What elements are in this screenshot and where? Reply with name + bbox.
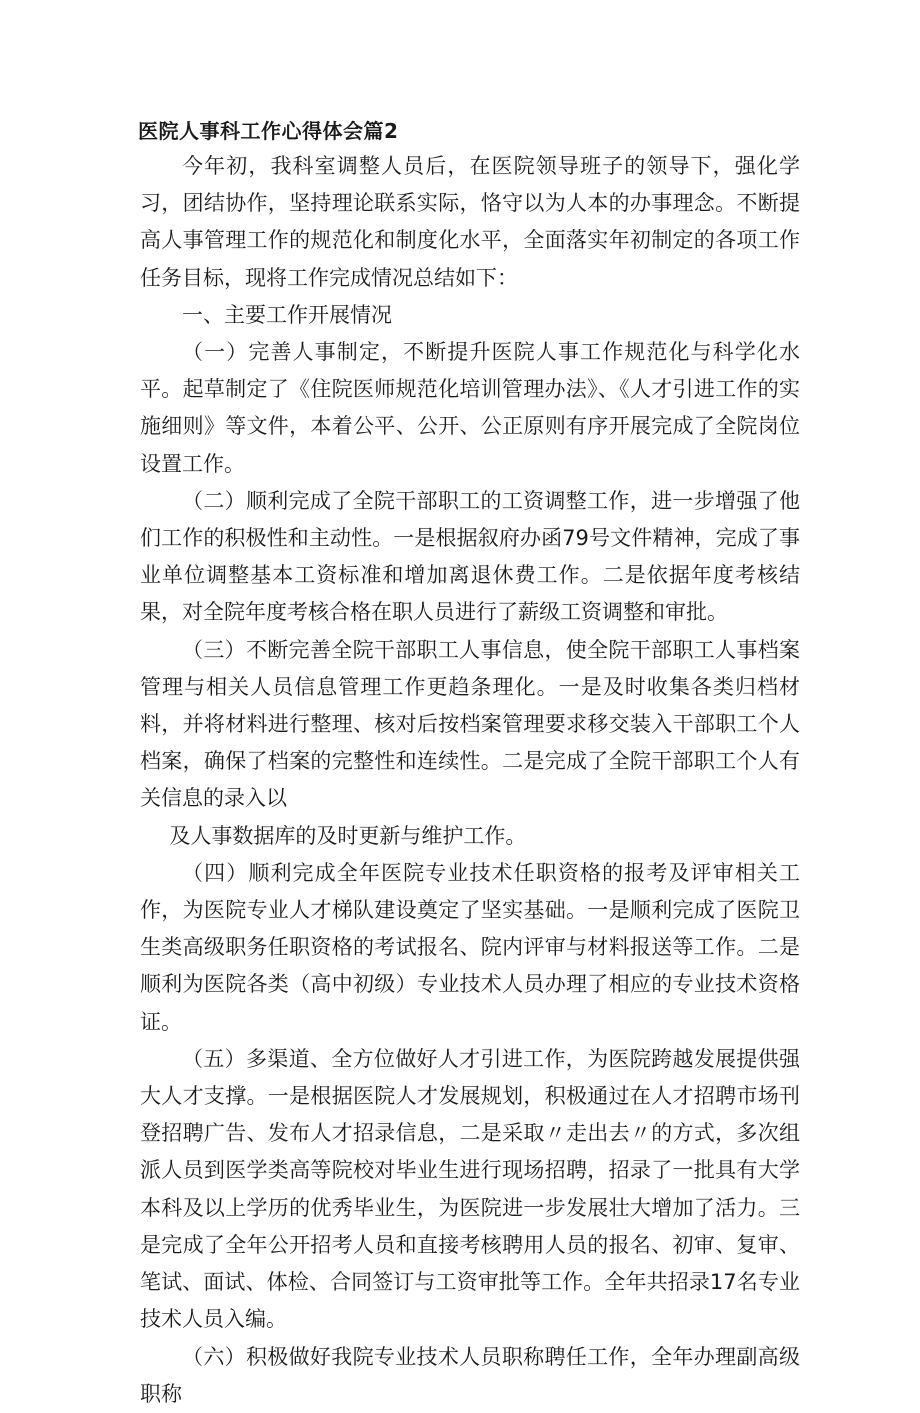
section-heading: 一、主要工作开展情况 <box>182 302 392 327</box>
paragraph-item-2: （二）顺利完成了全院干部职工的工资调整工作，进一步增强了他们工作的积极性和主动性。一是根据叙府办函79号文件精神，完成了事业单位调整基本工资标准和增加离退休费工作。二是依据年度考核结果，对全院年度考核合格在职人员进行了薪级工资调整和审批。 <box>140 488 800 625</box>
paragraph-item-3: （三）不断完善全院干部职工人事信息，使全院干部职工人事档案管理与相关人员信息管理工作更趋条理化。一是及时收集各类归档材料，并将材料进行整理、核对后按档案管理要求移交装入干部职工个人档案，确保了档案的完整性和连续性。二是完成了全院干部职工个人有关信息的录入以 <box>140 637 800 811</box>
paragraph-item-5: （五）多渠道、全方位做好人才引进工作，为医院跨越发展提供强大人才支撑。一是根据医院人才发展规划，积极通过在人才招聘市场刊登招聘广告、发布人才招录信息，二是采取〃走出去〃的方式，多次组派人员到医学类高等院校对毕业生进行现场招聘，招录了一批具有大学本科及以上学历的优秀毕业生，为医院进一步发展壮大增加了活力。三是完成了全年公开招考人员和直接考核聘用人员的报名、初审、复审、笔试、面试、体检、合同签订与工资审批等工作。全年共招录17名专业技术人员入编。 <box>140 1046 800 1332</box>
document-title: 医院人事科工作心得体会篇2 <box>138 119 399 143</box>
paragraph-item-3-continued: 及人事数据库的及时更新与维护工作。 <box>169 823 527 848</box>
paragraph-item-1: （一）完善人事制定，不断提升医院人事工作规范化与科学化水平。起草制定了《住院医师规范化培训管理办法》、《人才引进工作的实施细则》等文件，本着公平、公开、公正原则有序开展完成了全院岗位设置工作。 <box>140 340 800 476</box>
paragraph-intro: 今年初，我科室调整人员后，在医院领导班子的领导下，强化学习，团结协作，坚持理论联系实际，恪守以为人本的办事理念。不断提高人事管理工作的规范化和制度化水平，全面落实年初制定的各项工作任务目标，现将工作完成情况总结如下： <box>140 154 800 290</box>
document-body <box>140 148 800 1413</box>
paragraph-item-4: （四）顺利完成全年医院专业技术任职资格的报考及评审相关工作，为医院专业人才梯队建设奠定了坚实基础。一是顺利完成了医院卫生类高级职务任职资格的考试报名、院内评审与材料报送等工作。二是顺利为医院各类（高中初级）专业技术人员办理了相应的专业技术资格证。 <box>140 860 800 1034</box>
paragraph-item-6: （六）积极做好我院专业技术人员职称聘任工作，全年办理副高级职称 <box>140 1344 800 1406</box>
